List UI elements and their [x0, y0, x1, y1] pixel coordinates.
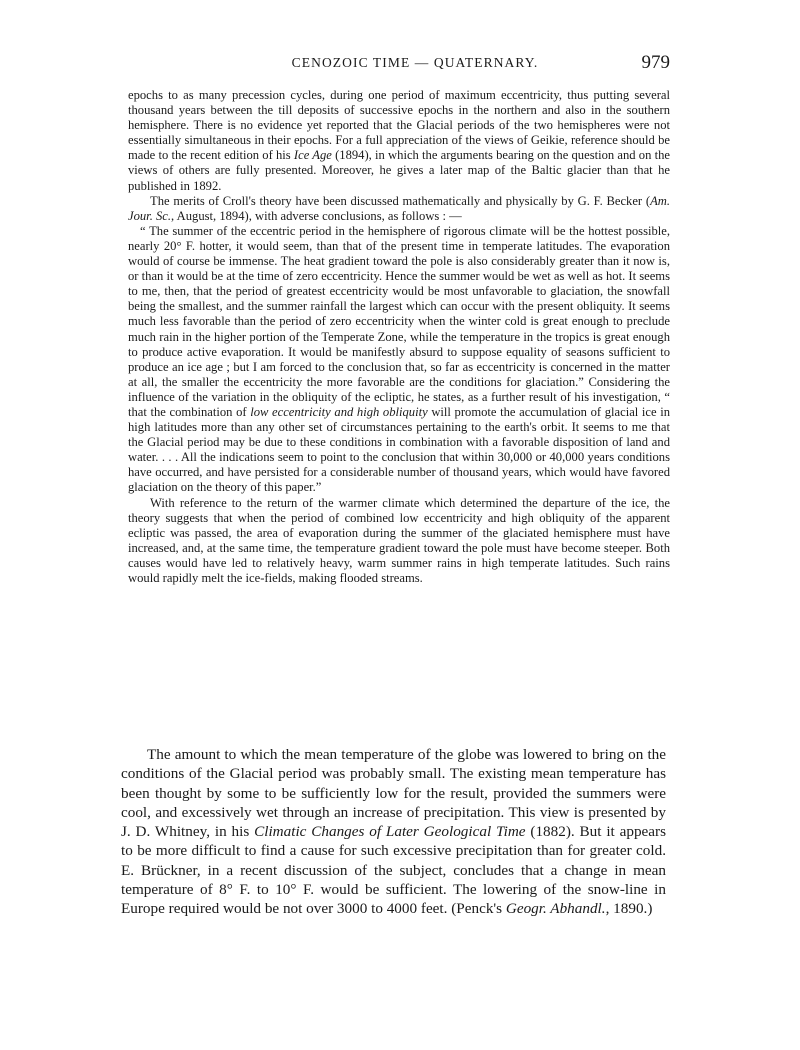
quote-text: “ The summer of the eccentric period in the hemisphere of rigorous climate will be the hottest possible, nearly 20° F. hotter, it would seem, than that of the present time in temperate latitudes. The evaporation would of course be immense. The heat gradient toward the pole is also considerably greater than it now is, or than it would be at the time of zero eccentricity. Hence the summer would be wet as well as hot. It seems to me, then, that the period of greatest eccentricity would be most unfavorable to glaciation, the snowfall being the smallest, and the summer rainfall the largest which can occur with the present obliquity. It seems much less favorable than the period of zero eccentricity when the winter cold is great enough to preclude much rain in the higher portion of the Temperate Zone, while the temperature in the tropics is great enough to produce active evaporation. It would be manifestly absurd to suppose equality of seasons sufficient to produce an ice age ; but I am forced to the conclusion that, so far as eccentricity is concerned in the matter at all, the smaller the eccentricity the more favorable are the conditions for glaciation.” Considering the influence of the variation in the obliquity of the ecliptic, he states, as a further result of his investigation, “ that the combination of	[128, 223, 670, 419]
page-number: 979	[641, 52, 670, 73]
italic-citation: Geogr. Abhandl.	[505, 900, 606, 918]
paragraph-text: , 1890.)	[605, 900, 653, 918]
paragraph-text: , August, 1894), with adverse conclusions, as follows : —	[171, 208, 462, 223]
paragraph-text: The merits of Croll's theory have been discussed mathematically and physically by G. F. Becker (	[150, 193, 651, 208]
italic-citation: Am. Jour. Sc.	[128, 193, 670, 223]
running-head	[120, 52, 670, 74]
block-quote	[128, 224, 670, 496]
paragraph-warmer-climate	[128, 496, 670, 587]
paragraph-mean-temperature	[121, 745, 666, 919]
paragraph-text: (1894), in which the arguments bearing on the question and on the views of others are fully presented. Moreover, he gives a later map of the Baltic glacier than that he published in 1892.	[128, 148, 671, 193]
italic-title: Climatic Changes of Later Geological Time	[254, 823, 526, 841]
paragraph-geikie	[128, 88, 670, 194]
italic-title: Ice Age	[293, 148, 332, 163]
large-type-section	[121, 745, 666, 919]
small-type-section	[128, 88, 670, 586]
paragraph-text: The amount to which the mean temperature of the globe was lowered to bring on the conditions of the Glacial period was probably small. The existing mean temperature has been thought by some to be sufficiently low for the result, provided the summers were cool, and excessively wet through an increase of precipitation. This view is presented by J. D. Whitney, in his	[121, 746, 666, 841]
quote-text: will promote the accumulation of glacial ice in high latitudes more than any other set of circumstances pertaining to the earth's orbit. It seems to me that the Glacial period may be due to these conditions in combination with a favorable disposition of land and water. . . . All the indications seem to point to the conclusion that within 30,000 or 40,000 years conditions have occurred, and have persisted for a considerable number of thousand years, which would have favored glaciation on the theory of this paper.”	[128, 404, 671, 495]
paragraph-becker	[128, 194, 670, 224]
paragraph-text: epochs to as many precession cycles, during one period of maximum eccentricity, thus putting several thousand years between the till deposits of successive epochs in the northern and also in the southern hemisphere. There is no evidence yet reported that the Glacial periods of the two hemispheres were not essentially simultaneous in their epochs. For a full appreciation of the views of Geikie, reference should be made to the recent edition of his	[128, 88, 670, 163]
paragraph-text: With reference to the return of the warmer climate which determined the departure of the ice, the theory suggests that when the period of combined low eccentricity and high obliquity of the apparent ecliptic was passed, the area of evaporation during the summer of the glaciated hemisphere must have increased, and, at the same time, the temperature gradient toward the pole must have become steeper. Both causes would have led to relatively heavy, warm summer rains in high temperate latitudes. Such rains would rapidly melt the ice-fields, making flooded streams.	[128, 495, 670, 585]
italic-phrase: low eccentricity and high obliquity	[250, 404, 428, 419]
running-title: CENOZOIC TIME — QUATERNARY.	[291, 55, 539, 70]
paragraph-text: (1882). But it appears to be more difficult to find a cause for such excessive precipitation than for greater cold. E. Brückner, in a recent discussion of the subject, concludes that a change in mean temperature of 8° F. to 10° F. would be sufficient. The lowering of the snow-line in Europe required would be not over 3000 to 4000 feet. (Penck's	[121, 823, 666, 918]
